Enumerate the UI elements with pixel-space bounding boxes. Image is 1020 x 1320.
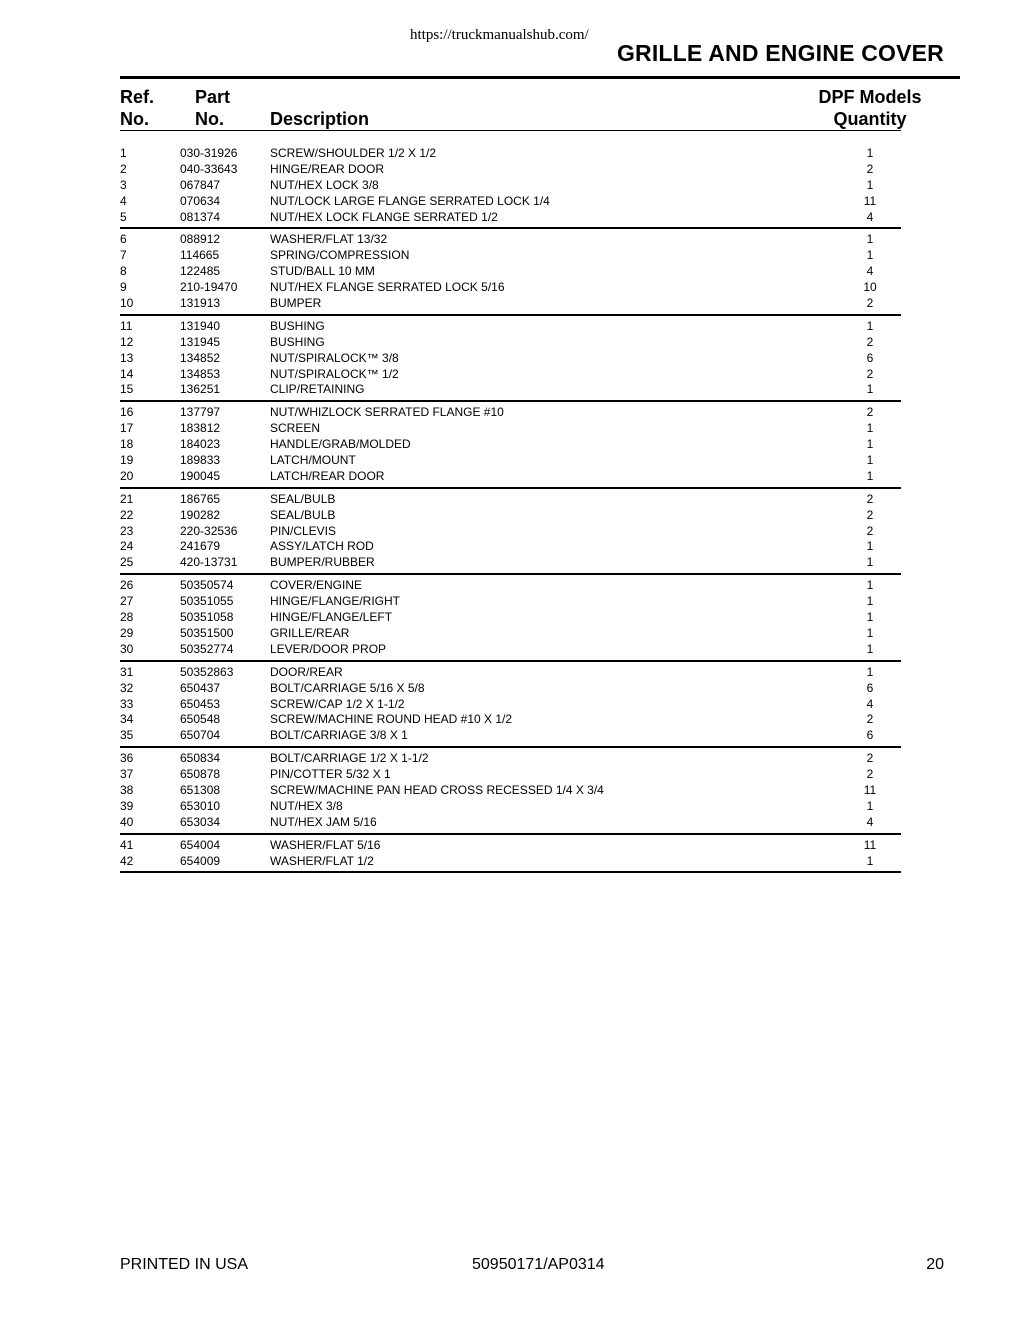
description-cell: NUT/HEX LOCK 3/8	[270, 177, 379, 192]
part-number-cell: 088912	[180, 232, 221, 247]
ref-cell: 25	[120, 555, 134, 570]
quantity-cell: 4	[866, 264, 874, 279]
table-row	[120, 264, 901, 280]
footer-doc-number: 50950171/AP0314	[472, 1256, 605, 1273]
parts-group	[120, 319, 901, 402]
description-cell: BUMPER	[270, 296, 322, 311]
header-rule	[120, 130, 901, 131]
table-row	[120, 539, 901, 555]
description-cell: SCREW/SHOULDER 1/2 X 1/2	[270, 146, 437, 160]
ref-cell: 22	[120, 507, 134, 522]
table-row	[120, 642, 901, 658]
table-row	[120, 728, 901, 744]
table-row	[120, 697, 901, 713]
quantity-cell: 1	[866, 146, 874, 160]
description-cell: WASHER/FLAT 13/32	[270, 232, 388, 247]
part-number-cell: 650453	[180, 696, 221, 711]
footer-printed: PRINTED IN USA	[120, 1256, 249, 1273]
description-cell: HINGE/FLANGE/RIGHT	[270, 594, 401, 609]
ref-cell: 24	[120, 539, 134, 554]
description-cell: SCREW/MACHINE ROUND HEAD #10 X 1/2	[270, 712, 513, 727]
description-cell: BUMPER/RUBBER	[270, 555, 375, 570]
quantity-cell: 1	[866, 468, 874, 483]
table-row	[120, 610, 901, 626]
description-cell: GRILLE/REAR	[270, 625, 350, 640]
description-cell: BOLT/CARRIAGE 1/2 X 1-1/2	[270, 751, 429, 766]
column-header-part-line2: No.	[195, 109, 224, 129]
table-row	[120, 248, 901, 264]
column-header-ref	[120, 86, 154, 130]
column-header-ref-line2: No.	[120, 109, 149, 129]
quantity-cell: 11	[863, 837, 877, 852]
table-row	[120, 508, 901, 524]
ref-cell: 37	[120, 767, 134, 782]
description-cell: SEAL/BULB	[270, 491, 336, 506]
description-cell: BOLT/CARRIAGE 3/8 X 1	[270, 728, 408, 743]
column-header-part	[195, 86, 230, 130]
quantity-cell: 1	[866, 610, 874, 625]
table-row	[120, 578, 901, 594]
description-cell: CLIP/RETAINING	[270, 382, 365, 397]
description-cell: NUT/HEX 3/8	[270, 798, 343, 813]
description-cell: SCREEN	[270, 421, 321, 436]
quantity-cell: 4	[866, 209, 874, 224]
ref-cell: 6	[120, 232, 127, 247]
part-number-cell: 122485	[180, 264, 221, 279]
part-number-cell: 070634	[180, 193, 221, 208]
ref-cell: 26	[120, 578, 134, 593]
table-row	[120, 681, 901, 697]
ref-cell: 34	[120, 712, 134, 727]
column-header-quantity	[805, 86, 935, 130]
column-header-description: Description	[270, 109, 370, 129]
quantity-cell: 2	[866, 507, 874, 522]
ref-cell: 28	[120, 610, 134, 625]
table-row	[120, 712, 901, 728]
quantity-cell: 1	[866, 625, 874, 640]
description-cell: LEVER/DOOR PROP	[270, 641, 387, 656]
parts-group	[120, 405, 901, 488]
quantity-cell: 1	[866, 798, 874, 813]
description-cell: NUT/SPIRALOCK™ 1/2	[270, 366, 399, 381]
part-number-cell: 184023	[180, 437, 221, 452]
quantity-cell: 11	[863, 782, 877, 797]
table-row	[120, 838, 901, 854]
quantity-cell: 6	[866, 350, 874, 365]
part-number-cell: 190045	[180, 468, 221, 483]
description-cell: PIN/COTTER 5/32 X 1	[270, 767, 391, 782]
quantity-cell: 11	[863, 193, 877, 208]
quantity-cell: 4	[866, 696, 874, 711]
table-row	[120, 296, 901, 312]
ref-cell: 32	[120, 680, 134, 695]
ref-cell: 23	[120, 523, 134, 538]
description-cell: BOLT/CARRIAGE 5/16 X 5/8	[270, 680, 425, 695]
ref-cell: 31	[120, 664, 134, 679]
quantity-cell: 2	[866, 751, 874, 766]
table-row	[120, 335, 901, 351]
description-cell: SCREW/CAP 1/2 X 1-1/2	[270, 696, 405, 711]
column-header-quantity-line2: Quantity	[833, 109, 907, 129]
description-cell: WASHER/FLAT 1/2	[270, 853, 374, 868]
part-number-cell: 081374	[180, 209, 221, 224]
table-row	[120, 178, 901, 194]
part-number-cell: 030-31926	[180, 146, 238, 160]
part-number-cell: 654009	[180, 853, 221, 868]
ref-cell: 11	[120, 318, 133, 333]
part-number-cell: 131945	[180, 334, 221, 349]
parts-group	[120, 751, 901, 834]
part-number-cell: 220-32536	[180, 523, 238, 538]
table-row	[120, 492, 901, 508]
ref-cell: 38	[120, 782, 134, 797]
part-number-cell: 650548	[180, 712, 221, 727]
ref-cell: 5	[120, 209, 127, 224]
part-number-cell: 650704	[180, 728, 221, 743]
table-row	[120, 280, 901, 296]
ref-cell: 17	[120, 421, 134, 436]
parts-group	[120, 578, 901, 661]
quantity-cell: 2	[866, 712, 874, 727]
ref-cell: 15	[120, 382, 134, 397]
ref-cell: 19	[120, 453, 134, 468]
quantity-cell: 6	[866, 728, 874, 743]
quantity-cell: 1	[866, 594, 874, 609]
part-number-cell: 50351500	[180, 625, 234, 640]
quantity-cell: 1	[866, 318, 874, 333]
table-row	[120, 146, 901, 162]
part-number-cell: 137797	[180, 405, 221, 420]
ref-cell: 36	[120, 751, 134, 766]
ref-cell: 33	[120, 696, 134, 711]
table-row	[120, 232, 901, 248]
table-row	[120, 382, 901, 398]
part-number-cell: 650437	[180, 680, 221, 695]
table-row	[120, 469, 901, 485]
description-cell: COVER/ENGINE	[270, 578, 363, 593]
ref-cell: 30	[120, 641, 134, 656]
quantity-cell: 10	[863, 280, 877, 295]
part-number-cell: 131913	[180, 296, 221, 311]
description-cell: SEAL/BULB	[270, 507, 336, 522]
part-number-cell: 650834	[180, 751, 221, 766]
quantity-cell: 2	[866, 296, 874, 311]
table-row	[120, 555, 901, 571]
parts-group	[120, 838, 901, 874]
quantity-cell: 6	[866, 680, 874, 695]
part-number-cell: 420-13731	[180, 555, 238, 570]
table-row	[120, 453, 901, 469]
quantity-cell: 2	[866, 523, 874, 538]
part-number-cell: 040-33643	[180, 161, 238, 176]
description-cell: DOOR/REAR	[270, 664, 343, 679]
description-cell: HANDLE/GRAB/MOLDED	[270, 437, 411, 452]
table-row	[120, 854, 901, 870]
quantity-cell: 1	[866, 539, 874, 554]
part-number-cell: 134852	[180, 350, 221, 365]
description-cell: HINGE/FLANGE/LEFT	[270, 610, 393, 625]
part-number-cell: 190282	[180, 507, 221, 522]
ref-cell: 40	[120, 814, 134, 829]
ref-cell: 12	[120, 334, 134, 349]
ref-cell: 13	[120, 350, 134, 365]
quantity-cell: 2	[866, 334, 874, 349]
table-row	[120, 751, 901, 767]
ref-cell: 27	[120, 594, 134, 609]
quantity-cell: 2	[866, 366, 874, 381]
table-row	[120, 405, 901, 421]
table-row	[120, 594, 901, 610]
description-cell: BUSHING	[270, 318, 325, 333]
table-row	[120, 626, 901, 642]
quantity-cell: 1	[866, 248, 874, 263]
table-row	[120, 783, 901, 799]
description-cell: LATCH/REAR DOOR	[270, 468, 385, 483]
table-row	[120, 162, 901, 178]
ref-cell: 39	[120, 798, 134, 813]
quantity-cell: 1	[866, 555, 874, 570]
part-number-cell: 136251	[180, 382, 221, 397]
ref-cell: 1	[120, 146, 127, 160]
ref-cell: 18	[120, 437, 134, 452]
part-number-cell: 210-19470	[180, 280, 238, 295]
table-row	[120, 665, 901, 681]
table-row	[120, 367, 901, 383]
table-row	[120, 767, 901, 783]
ref-cell: 10	[120, 296, 134, 311]
ref-cell: 20	[120, 468, 134, 483]
quantity-cell: 2	[866, 405, 874, 420]
description-cell: NUT/HEX JAM 5/16	[270, 814, 377, 829]
description-cell: SCREW/MACHINE PAN HEAD CROSS RECESSED 1/4 X 3/4	[270, 782, 604, 797]
table-row	[120, 210, 901, 226]
ref-cell: 41	[120, 837, 134, 852]
ref-cell: 7	[120, 248, 127, 263]
ref-cell: 14	[120, 366, 134, 381]
description-cell: ASSY/LATCH ROD	[270, 539, 374, 554]
quantity-cell: 1	[866, 578, 874, 593]
ref-cell: 8	[120, 264, 127, 279]
quantity-cell: 2	[866, 161, 874, 176]
table-row	[120, 524, 901, 540]
ref-cell: 4	[120, 193, 127, 208]
part-number-cell: 50352774	[180, 641, 234, 656]
table-row	[120, 799, 901, 815]
description-cell: BUSHING	[270, 334, 325, 349]
parts-group	[120, 232, 901, 315]
part-number-cell: 650878	[180, 767, 221, 782]
quantity-cell: 1	[866, 853, 874, 868]
parts-table	[120, 146, 901, 876]
description-cell: NUT/HEX LOCK FLANGE SERRATED 1/2	[270, 209, 498, 224]
ref-cell: 21	[120, 491, 134, 506]
description-cell: WASHER/FLAT 5/16	[270, 837, 381, 852]
description-cell: LATCH/MOUNT	[270, 453, 356, 468]
part-number-cell: 114665	[180, 248, 220, 263]
part-number-cell: 241679	[180, 539, 221, 554]
description-cell: NUT/SPIRALOCK™ 3/8	[270, 350, 399, 365]
table-row	[120, 815, 901, 831]
column-header-ref-line1: Ref.	[120, 87, 155, 107]
part-number-cell: 183812	[180, 421, 221, 436]
ref-cell: 9	[120, 280, 127, 295]
column-header-part-line1: Part	[195, 87, 231, 107]
page-number: 20	[926, 1256, 944, 1273]
description-cell: NUT/HEX FLANGE SERRATED LOCK 5/16	[270, 280, 505, 295]
part-number-cell: 651308	[180, 782, 221, 797]
quantity-cell: 1	[866, 453, 874, 468]
ref-cell: 29	[120, 625, 134, 640]
table-row	[120, 421, 901, 437]
ref-cell: 16	[120, 405, 134, 420]
quantity-cell: 1	[866, 232, 874, 247]
ref-cell: 42	[120, 853, 134, 868]
quantity-cell: 1	[866, 421, 874, 436]
quantity-cell: 1	[866, 641, 874, 656]
ref-cell: 35	[120, 728, 134, 743]
part-number-cell: 50351055	[180, 594, 234, 609]
description-cell: STUD/BALL 10 MM	[270, 264, 375, 279]
part-number-cell: 134853	[180, 366, 221, 381]
description-cell: SPRING/COMPRESSION	[270, 248, 410, 263]
quantity-cell: 2	[866, 491, 874, 506]
description-cell: NUT/WHIZLOCK SERRATED FLANGE #10	[270, 405, 504, 420]
source-url: https://truckmanualshub.com/	[410, 27, 589, 43]
part-number-cell: 131940	[180, 318, 221, 333]
column-header-quantity-line1: DPF Models	[818, 87, 922, 107]
parts-group	[120, 146, 901, 229]
part-number-cell: 189833	[180, 453, 221, 468]
quantity-cell: 1	[866, 382, 874, 397]
part-number-cell: 50352863	[180, 664, 234, 679]
part-number-cell: 50350574	[180, 578, 234, 593]
description-cell: HINGE/REAR DOOR	[270, 161, 385, 176]
quantity-cell: 1	[866, 437, 874, 452]
parts-group	[120, 665, 901, 748]
ref-cell: 3	[120, 177, 127, 192]
table-row	[120, 319, 901, 335]
quantity-cell: 1	[866, 664, 874, 679]
table-row	[120, 194, 901, 210]
part-number-cell: 067847	[180, 177, 221, 192]
ref-cell: 2	[120, 161, 127, 176]
description-cell: NUT/LOCK LARGE FLANGE SERRATED LOCK 1/4	[270, 193, 550, 208]
quantity-cell: 4	[866, 814, 874, 829]
part-number-cell: 186765	[180, 491, 221, 506]
table-row	[120, 351, 901, 367]
part-number-cell: 50351058	[180, 610, 234, 625]
table-row	[120, 437, 901, 453]
quantity-cell: 2	[866, 767, 874, 782]
description-cell: PIN/CLEVIS	[270, 523, 337, 538]
part-number-cell: 654004	[180, 837, 221, 852]
part-number-cell: 653010	[180, 798, 221, 813]
title-rule	[120, 76, 960, 79]
page-title: GRILLE AND ENGINE COVER	[616, 40, 944, 66]
quantity-cell: 1	[866, 177, 874, 192]
parts-group	[120, 492, 901, 575]
part-number-cell: 653034	[180, 814, 221, 829]
